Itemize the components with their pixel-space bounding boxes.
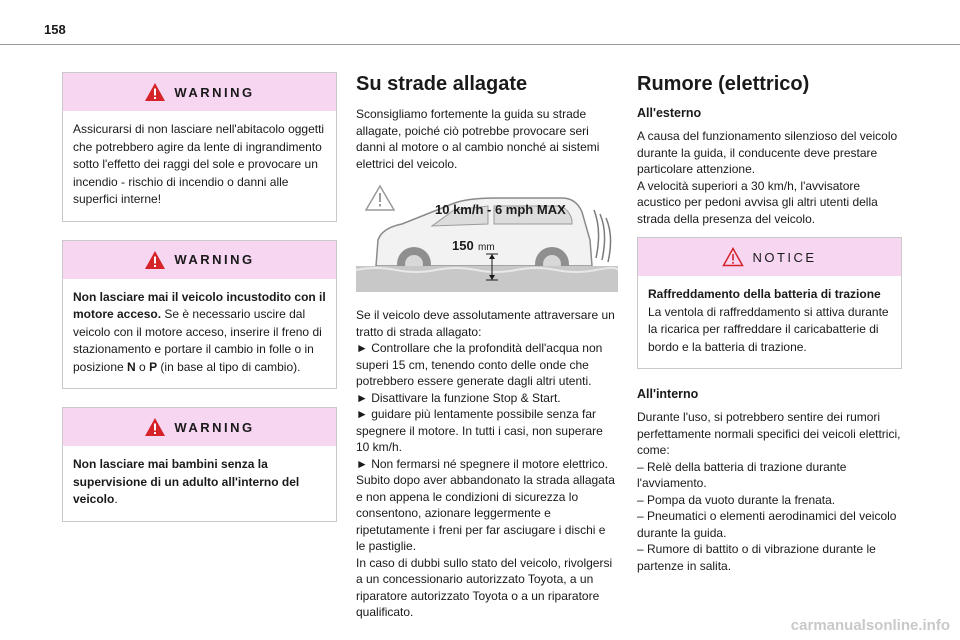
subheading-outside: All'esterno	[637, 106, 702, 120]
notice-icon	[722, 247, 744, 267]
warning-title: WARNING	[174, 419, 255, 435]
gear-p-label: P	[149, 359, 158, 374]
inside-item-2: – Pompa da vuoto durante la frenata.	[637, 492, 836, 507]
top-rule	[0, 44, 960, 45]
warning-icon	[144, 82, 166, 102]
warning-box-1	[62, 72, 337, 222]
warning-bold-text: Non lasciare mai il veicolo incustodito con il motore acceso.	[73, 289, 326, 321]
warning-text-2	[63, 279, 336, 389]
depth-unit: mm	[478, 242, 495, 253]
inside-item-3: – Pneumatici o elementi aerodinamici del veicolo durante la guida.	[637, 509, 897, 540]
warning-icon	[144, 250, 166, 270]
notice-body	[638, 276, 901, 368]
notice-title: NOTICE	[752, 249, 817, 265]
middle-column	[356, 72, 618, 621]
flooded-line-5: ► Non fermarsi né spegnere il motore elettrico.	[356, 456, 608, 471]
inside-intro: Durante l'uso, si potrebbero sentire dei rumori perfettamente normali specifici dei veicoli elettrici, come:	[637, 410, 901, 457]
warning-title: WARNING	[174, 84, 255, 100]
notice-bold-text: Raffreddamento della batteria di trazione	[648, 287, 881, 301]
subheading-inside: All'interno	[637, 387, 699, 401]
flooded-line-3: ► Disattivare la funzione Stop & Start.	[356, 390, 561, 405]
inside-item-1: – Relè della batteria di trazione durante l'avviamento.	[637, 459, 847, 490]
warning-icon	[144, 417, 166, 437]
warning-body-text: o	[135, 359, 150, 374]
section-heading-flooded-roads: Su strade allagate	[356, 73, 528, 95]
gear-n-label: N	[127, 359, 136, 374]
warning-body-text: .	[114, 492, 118, 506]
left-column	[62, 72, 337, 540]
warning-text-1: Assicurarsi di non lasciare nell'abitacolo oggetti che potrebbero agire da lente di ingrandimento sotto l'effetto dei raggi del sole e provocare un incendio - rischio di incendio o danni alle superfici interne!	[73, 122, 325, 206]
flooded-line-7: In caso di dubbi sullo stato del veicolo, rivolgersi a un concessionario autorizzato Toyota, a un riparatore autorizzato Toyota o a un riparatore qualificato.	[356, 555, 613, 619]
flooded-intro: Sconsigliamo fortemente la guida su strade allagate, poiché ciò potrebbe provocare seri danni al motore o al cambio nonché ai sistemi elettrici del veicolo.	[356, 107, 600, 171]
flooded-line-4: ► guidare più lentamente possibile senza far spegnere il motore. In tutti i casi, non superare 10 km/h.	[356, 407, 603, 454]
watermark: carmanualsonline.info	[790, 617, 950, 634]
flooded-line-1: Se il veicolo deve assolutamente attraversare un tratto di strada allagato:	[356, 308, 615, 339]
page-number: 158	[44, 22, 66, 37]
inside-item-4: – Rumore di battito o di vibrazione durante le partenze in salita.	[637, 542, 876, 573]
warning-header-1	[63, 73, 336, 111]
notice-header	[638, 238, 901, 276]
flooded-line-6: Subito dopo aver abbandonato la strada allagata e non appena le condizioni di sicurezza lo consentono, azionare leggermente e ripetutamente i freni per far asciugare i dischi e le pastiglie.	[356, 473, 615, 553]
notice-box	[637, 237, 902, 369]
flooded-road-illustration	[356, 180, 618, 292]
warning-header-3	[63, 408, 336, 446]
warning-text-3	[63, 446, 336, 521]
notice-text: La ventola di raffreddamento si attiva durante la ricarica per raffreddare il caricabatterie di bordo e la batteria di trazione.	[648, 304, 889, 354]
warning-body-text: Se è necessario uscire dal veicolo con il motore acceso, inserire il freno di stazionamento e portare il cambio in folle o in posizione	[73, 307, 322, 374]
flooded-line-2: ► Controllare che la profondità dell'acqua non superi 15 cm, tenendo conto delle onde che potrebbero essere generate dagli altri utenti.	[356, 341, 603, 388]
warning-box-3	[62, 407, 337, 522]
warning-box-2	[62, 240, 337, 390]
section-heading-noise: Rumore (elettrico)	[637, 73, 810, 95]
outside-line-1: A causa del funzionamento silenzioso del veicolo durante la guida, il conducente deve prestare particolare attenzione.	[637, 129, 898, 176]
warning-bold-text: Non lasciare mai bambini senza la supervisione di un adulto all'interno del veicolo	[73, 457, 300, 506]
warning-body-text: (in base al tipo di cambio).	[157, 359, 301, 374]
outside-line-2: A velocità superiori a 30 km/h, l'avvisatore acustico per pedoni avvisa gli altri utenti della strada della presenza del veicolo.	[637, 178, 878, 226]
speed-limit-label: 10 km/h - 6 mph MAX	[435, 202, 566, 217]
depth-value: 150	[452, 238, 474, 253]
right-column	[637, 72, 902, 574]
warning-header-2	[63, 241, 336, 279]
warning-title: WARNING	[174, 252, 255, 267]
